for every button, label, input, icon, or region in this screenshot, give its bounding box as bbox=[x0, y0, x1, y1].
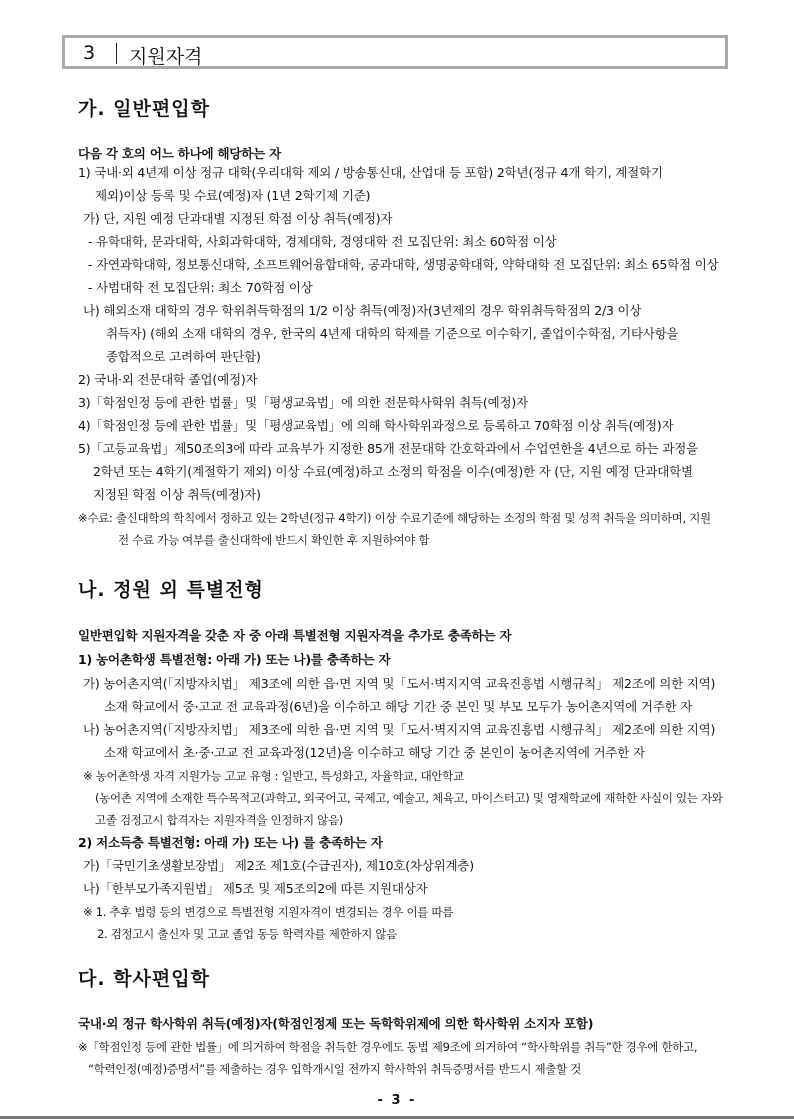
heading-general-transfer: 가. 일반편입학 bbox=[78, 98, 210, 120]
general-item-5-cont: 2학년 또는 4학기(계절학기 제외) 이상 수료(예정)하고 소정의 학점을 이수(예정)한 자 (단, 지원 예정 단과대학별 bbox=[93, 464, 693, 479]
heading-bachelor-transfer: 다. 학사편입학 bbox=[78, 968, 210, 990]
credit-req-60: - 유학대학, 문과대학, 사회과학대학, 경제대학, 경영대학 전 모집단위: 최소 60학점 이상 bbox=[88, 234, 557, 249]
bachelor-note-cont: “학력인정(예정)증명서”를 제출하는 경우 입학개시일 전까지 학사학위 취득증명서를 반드시 제출할 것 bbox=[88, 1062, 582, 1076]
general-item-1-ga: 가) 단, 지원 예정 단과대별 지정된 학점 이상 취득(예정)자 bbox=[83, 211, 393, 226]
low-income-subheading: 2) 저소득층 특별전형: 아래 가) 또는 나) 를 충족하는 자 bbox=[78, 835, 383, 850]
bachelor-intro: 국내·외 정규 학사학위 취득(예정)자(학점인정제 또는 독학학위제에 의한 학사학위 소지자 포함) bbox=[78, 1016, 594, 1031]
rural-subheading: 1) 농어촌학생 특별전형: 아래 가) 또는 나)를 충족하는 자 bbox=[78, 652, 391, 667]
low-income-ga: 가)「국민기초생활보장법」 제2조 제1호(수급권자), 제10호(차상위계층) bbox=[83, 858, 474, 873]
general-intro: 다음 각 호의 어느 하나에 해당하는 자 bbox=[78, 146, 282, 161]
completion-note: ※수료: 출신대학의 학칙에서 정하고 있는 2학년(정규 4학기) 이상 수료기준에 해당하는 소정의 학점 및 성적 취득을 의미하며, 지원 bbox=[78, 511, 711, 525]
rural-na-cont: 소재 학교에서 초·중·고교 전 교육과정(12년)을 이수하고 해당 기간 중 본인이 농어촌지역에 거주한 자 bbox=[104, 745, 645, 760]
completion-note-cont: 전 수료 가능 여부를 출신대학에 반드시 확인한 후 지원하여야 함 bbox=[118, 533, 430, 547]
general-item-5-cont2: 지정된 학점 이상 취득(예정)자) bbox=[93, 487, 261, 502]
credit-req-70: - 사범대학 전 모집단위: 최소 70학점 이상 bbox=[88, 280, 313, 295]
rural-na: 나) 농어촌지역(「지방자치법」 제3조에 의한 읍·면 지역 및「도서·벽지지역 교육진흥법 시행규칙」 제2조에 의한 지역) bbox=[83, 722, 716, 737]
credit-req-65: - 자연과학대학, 정보통신대학, 소프트웨어융합대학, 공과대학, 생명공학대학, 약학대학 전 모집단위: 최소 65학점 이상 bbox=[88, 257, 719, 272]
general-item-4: 4)「학점인정 등에 관한 법률」및「평생교육법」에 의해 학사학위과정으로 등록하고 70학점 이상 취득(예정)자 bbox=[78, 418, 674, 433]
general-item-3: 3)「학점인정 등에 관한 법률」및「평생교육법」에 의한 전문학사학위 취득(예정)자 bbox=[78, 395, 528, 410]
bachelor-note: ※「학점인정 등에 관한 법률」에 의거하여 학점을 취득한 경우에도 동법 제9조에 의거하여 “학사학위를 취득”한 경우에 한하고, bbox=[78, 1040, 698, 1054]
general-item-1: 1) 국내·외 4년제 이상 정규 대학(우리대학 제외 / 방송통신대, 산업대 등 포함) 2학년(정규 4개 학기, 계절학기 bbox=[78, 165, 663, 180]
rural-ga-cont: 소재 학교에서 중·고교 전 교육과정(6년)을 이수하고 해당 기간 중 본인 및 부모 모두가 농어촌지역에 거주한 자 bbox=[104, 699, 693, 714]
special-intro: 일반편입학 지원자격을 갖춘 자 중 아래 특별전형 지원자격을 추가로 충족하는 자 bbox=[78, 628, 512, 643]
page-number: - 3 - bbox=[377, 1093, 417, 1108]
special-note-2: 2. 검정고시 출신자 및 고교 졸업 동등 학력자를 제한하지 않음 bbox=[97, 927, 397, 941]
rural-note-cont2: 고졸 검정고시 합격자는 지원자격을 인정하지 않음) bbox=[95, 813, 343, 827]
low-income-na: 나)「한부모가족지원법」 제5조 및 제5조의2에 따른 지원대상자 bbox=[83, 881, 428, 896]
general-item-1-na-cont: 취득자) (해외 소재 대학의 경우, 한국의 4년제 대학의 학제를 기준으로 이수학기, 졸업이수학점, 기타사항을 bbox=[106, 326, 679, 341]
general-item-1-na-cont2: 종합적으로 고려하여 판단함) bbox=[106, 349, 261, 364]
general-item-1-cont: 제외)이상 등록 및 수료(예정)자 (1년 2학기제 기준) bbox=[95, 188, 371, 203]
general-item-1-na: 나) 해외소재 대학의 경우 학위취득학점의 1/2 이상 취득(예정)자(3년제의 경우 학위취득학점의 2/3 이상 bbox=[83, 303, 642, 318]
rural-note-cont: (농어촌 지역에 소재한 특수목적고(과학고, 외국어고, 국제고, 예술고, 체육고, 마이스터고) 및 영재학교에 재학한 사실이 있는 자와 bbox=[95, 791, 723, 805]
section-number: 3 bbox=[83, 42, 96, 64]
heading-special-admission: 나. 정원 외 특별전형 bbox=[78, 579, 264, 601]
section-title: 지원자격 bbox=[129, 46, 203, 68]
rural-ga: 가) 농어촌지역(「지방자치법」 제3조에 의한 읍·면 지역 및「도서·벽지지역 교육진흥법 시행규칙」 제2조에 의한 지역) bbox=[83, 676, 716, 691]
rural-note: ※ 농어촌학생 자격 지원가능 고교 유형 : 일반고, 특성화고, 자율학교, 대안학교 bbox=[83, 769, 464, 783]
section-header-box bbox=[62, 35, 728, 69]
general-item-5: 5)「고등교육법」제50조의3에 따라 교육부가 지정한 85개 전문대학 간호학과에서 수업연한을 4년으로 하는 과정을 bbox=[78, 441, 699, 456]
general-item-2: 2) 국내·외 전문대학 졸업(예정)자 bbox=[78, 372, 258, 387]
header-divider bbox=[116, 43, 117, 64]
special-note-1: ※ 1. 추후 법령 등의 변경으로 특별전형 지원자격이 변경되는 경우 이를 따름 bbox=[83, 905, 454, 919]
